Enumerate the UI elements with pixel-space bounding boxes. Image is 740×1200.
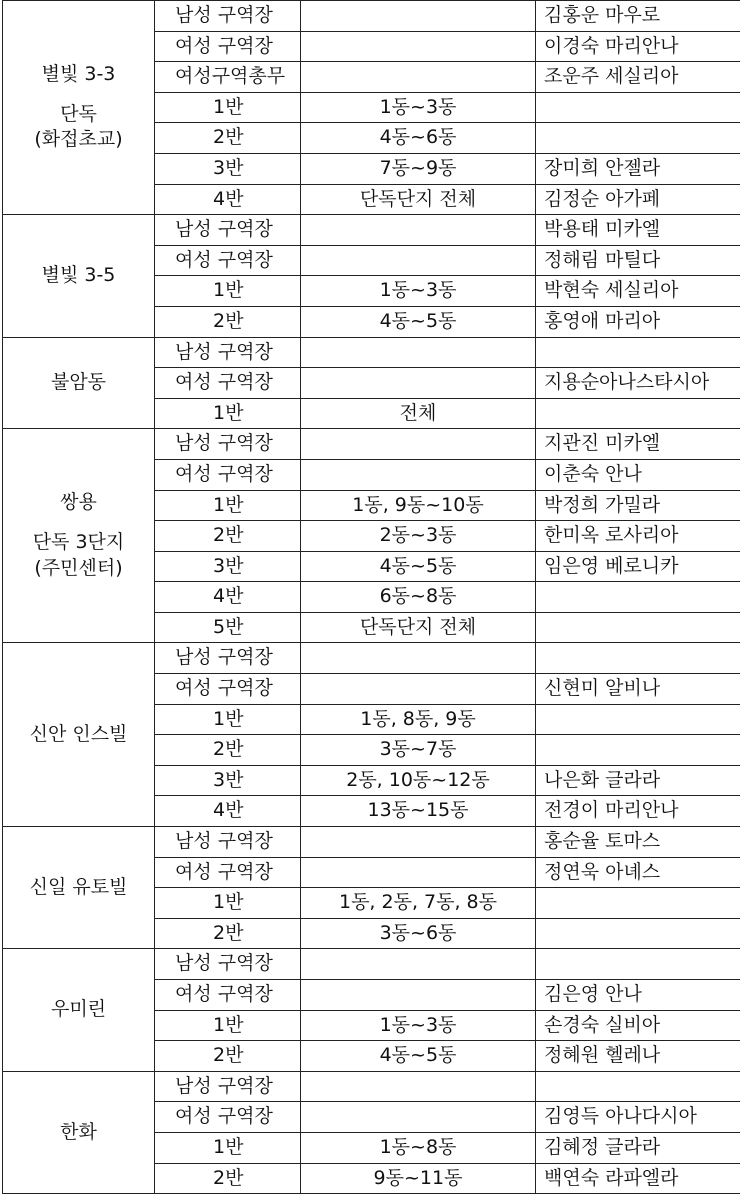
building-range-cell: 7동~9동 (301, 153, 536, 184)
leader-name-cell: 정혜원 헬레나 (536, 1041, 740, 1072)
role-title-cell: 여성 구역장 (155, 459, 301, 490)
building-range-cell: 1동~3동 (301, 276, 536, 307)
building-range-cell (301, 31, 536, 62)
leader-name-cell (536, 337, 740, 368)
leader-name-cell: 조운주 세실리아 (536, 62, 740, 93)
leader-name-cell: 김홍운 마우로 (536, 1, 740, 32)
building-range-cell: 1동~8동 (301, 1132, 536, 1163)
leader-name-cell: 박용태 미카엘 (536, 215, 740, 246)
leader-name-cell: 장미희 안젤라 (536, 153, 740, 184)
building-range-cell (301, 459, 536, 490)
table-row (3, 215, 740, 246)
ban-number-cell: 5반 (155, 612, 301, 643)
table-row (3, 827, 740, 858)
ban-number-cell: 4반 (155, 184, 301, 215)
leader-name-cell: 임은영 베로니카 (536, 551, 740, 582)
role-title-cell: 남성 구역장 (155, 215, 301, 246)
leader-name-cell: 지관진 미카엘 (536, 429, 740, 460)
area-name-line: 별빛 3-3 (41, 63, 116, 86)
role-title-cell: 남성 구역장 (155, 337, 301, 368)
leader-name-cell (536, 123, 740, 154)
building-range-cell (301, 827, 536, 858)
table-row (3, 429, 740, 460)
ban-number-cell: 3반 (155, 551, 301, 582)
building-range-cell (301, 643, 536, 674)
table-row (3, 1071, 740, 1102)
building-range-cell (301, 1, 536, 32)
leader-name-cell: 정해림 마틸다 (536, 245, 740, 276)
leader-name-cell: 신현미 알비나 (536, 674, 740, 705)
building-range-cell: 단독단지 전체 (301, 184, 536, 215)
ban-number-cell: 2반 (155, 521, 301, 552)
ban-number-cell: 1반 (155, 888, 301, 919)
leader-name-cell (536, 888, 740, 919)
ban-number-cell: 3반 (155, 153, 301, 184)
building-range-cell (301, 245, 536, 276)
building-range-cell: 6동~8동 (301, 582, 536, 613)
leader-name-cell (536, 918, 740, 949)
ban-number-cell: 1반 (155, 1132, 301, 1163)
building-range-cell: 4동~5동 (301, 1041, 536, 1072)
building-range-cell: 13동~15동 (301, 796, 536, 827)
role-title-cell: 여성 구역장 (155, 31, 301, 62)
building-range-cell: 단독단지 전체 (301, 612, 536, 643)
building-range-cell (301, 857, 536, 888)
table-row (3, 337, 740, 368)
building-range-cell: 1동, 9동~10동 (301, 490, 536, 521)
leader-name-cell: 홍영애 마리아 (536, 306, 740, 337)
leader-name-cell (536, 92, 740, 123)
building-range-cell: 4동~5동 (301, 306, 536, 337)
area-name-cell (3, 215, 155, 337)
leader-name-cell: 이춘숙 안나 (536, 459, 740, 490)
building-range-cell: 4동~6동 (301, 123, 536, 154)
building-range-cell: 1동, 8동, 9동 (301, 704, 536, 735)
leader-name-cell: 백연숙 라파엘라 (536, 1163, 740, 1194)
roster-body (3, 1, 740, 1194)
area-name-line: 신일 유토빌 (29, 875, 128, 898)
area-name-line: 불암동 (50, 371, 107, 394)
leader-name-cell: 박현숙 세실리아 (536, 276, 740, 307)
leader-name-cell: 김영득 아나다시아 (536, 1102, 740, 1133)
building-range-cell (301, 62, 536, 93)
ban-number-cell: 1반 (155, 92, 301, 123)
building-range-cell (301, 1071, 536, 1102)
table-row (3, 949, 740, 980)
area-name-cell (3, 827, 155, 949)
leader-name-cell: 김정순 아가페 (536, 184, 740, 215)
role-title-cell: 여성 구역장 (155, 1102, 301, 1133)
leader-name-cell (536, 1071, 740, 1102)
leader-name-cell: 김혜정 글라라 (536, 1132, 740, 1163)
leader-name-cell (536, 735, 740, 766)
leader-name-cell: 나은화 글라라 (536, 765, 740, 796)
ban-number-cell: 2반 (155, 123, 301, 154)
area-name-line: (주민센터) (34, 556, 123, 579)
leader-name-cell (536, 643, 740, 674)
building-range-cell (301, 1102, 536, 1133)
building-range-cell: 3동~6동 (301, 918, 536, 949)
role-title-cell: 여성 구역장 (155, 368, 301, 399)
leader-name-cell (536, 704, 740, 735)
area-name-line: 한화 (60, 1120, 97, 1143)
leader-name-cell: 정연욱 아녜스 (536, 857, 740, 888)
ban-number-cell: 2반 (155, 735, 301, 766)
ban-number-cell: 2반 (155, 918, 301, 949)
area-line-gap (7, 516, 150, 530)
role-title-cell: 남성 구역장 (155, 429, 301, 460)
leader-name-cell (536, 582, 740, 613)
leader-name-cell: 김은영 안나 (536, 980, 740, 1011)
area-name-cell (3, 337, 155, 429)
building-range-cell: 전체 (301, 398, 536, 429)
area-name-line: 쌍용 (60, 491, 97, 514)
area-name-cell (3, 1071, 155, 1193)
leader-name-cell: 홍순율 토마스 (536, 827, 740, 858)
area-name-cell (3, 949, 155, 1071)
ban-number-cell: 1반 (155, 1010, 301, 1041)
leader-name-cell (536, 949, 740, 980)
area-line-gap (7, 88, 150, 102)
leader-name-cell: 지용순아나스타시아 (536, 368, 740, 399)
building-range-cell: 2동, 10동~12동 (301, 765, 536, 796)
role-title-cell: 남성 구역장 (155, 1071, 301, 1102)
building-range-cell: 1동~3동 (301, 92, 536, 123)
area-name-line: 별빛 3-5 (41, 264, 116, 287)
building-range-cell: 3동~7동 (301, 735, 536, 766)
leader-name-cell: 한미옥 로사리아 (536, 521, 740, 552)
area-name-line: 단독 (60, 102, 97, 125)
building-range-cell: 9동~11동 (301, 1163, 536, 1194)
table-row (3, 643, 740, 674)
building-range-cell (301, 429, 536, 460)
role-title-cell: 여성구역총무 (155, 62, 301, 93)
ban-number-cell: 3반 (155, 765, 301, 796)
table-row (3, 1, 740, 32)
ban-number-cell: 1반 (155, 276, 301, 307)
role-title-cell: 남성 구역장 (155, 827, 301, 858)
leader-name-cell (536, 398, 740, 429)
role-title-cell: 남성 구역장 (155, 643, 301, 674)
role-title-cell: 여성 구역장 (155, 857, 301, 888)
area-name-line: 신안 인스빌 (29, 722, 128, 745)
building-range-cell: 4동~5동 (301, 551, 536, 582)
area-name-cell (3, 643, 155, 827)
leader-name-cell: 전경이 마리안나 (536, 796, 740, 827)
ban-number-cell: 4반 (155, 796, 301, 827)
building-range-cell: 1동, 2동, 7동, 8동 (301, 888, 536, 919)
area-name-line: 우미린 (50, 998, 107, 1021)
ban-number-cell: 1반 (155, 704, 301, 735)
area-name-line: 단독 3단지 (32, 531, 125, 554)
role-title-cell: 남성 구역장 (155, 949, 301, 980)
leader-name-cell: 박정희 가밀라 (536, 490, 740, 521)
building-range-cell (301, 949, 536, 980)
leader-name-cell: 손경숙 실비아 (536, 1010, 740, 1041)
leader-name-cell (536, 612, 740, 643)
role-title-cell: 남성 구역장 (155, 1, 301, 32)
building-range-cell (301, 215, 536, 246)
ban-number-cell: 1반 (155, 398, 301, 429)
building-range-cell (301, 674, 536, 705)
role-title-cell: 여성 구역장 (155, 245, 301, 276)
role-title-cell: 여성 구역장 (155, 980, 301, 1011)
ban-number-cell: 2반 (155, 1041, 301, 1072)
building-range-cell: 1동~3동 (301, 1010, 536, 1041)
building-range-cell: 2동~3동 (301, 521, 536, 552)
ban-number-cell: 2반 (155, 306, 301, 337)
building-range-cell (301, 337, 536, 368)
leader-name-cell: 이경숙 마리안나 (536, 31, 740, 62)
building-range-cell (301, 980, 536, 1011)
ban-number-cell: 4반 (155, 582, 301, 613)
district-roster-table (2, 0, 740, 1194)
building-range-cell (301, 368, 536, 399)
area-name-line: (화접초교) (34, 128, 123, 151)
area-name-cell (3, 429, 155, 643)
role-title-cell: 여성 구역장 (155, 674, 301, 705)
area-name-cell (3, 1, 155, 215)
ban-number-cell: 1반 (155, 490, 301, 521)
ban-number-cell: 2반 (155, 1163, 301, 1194)
